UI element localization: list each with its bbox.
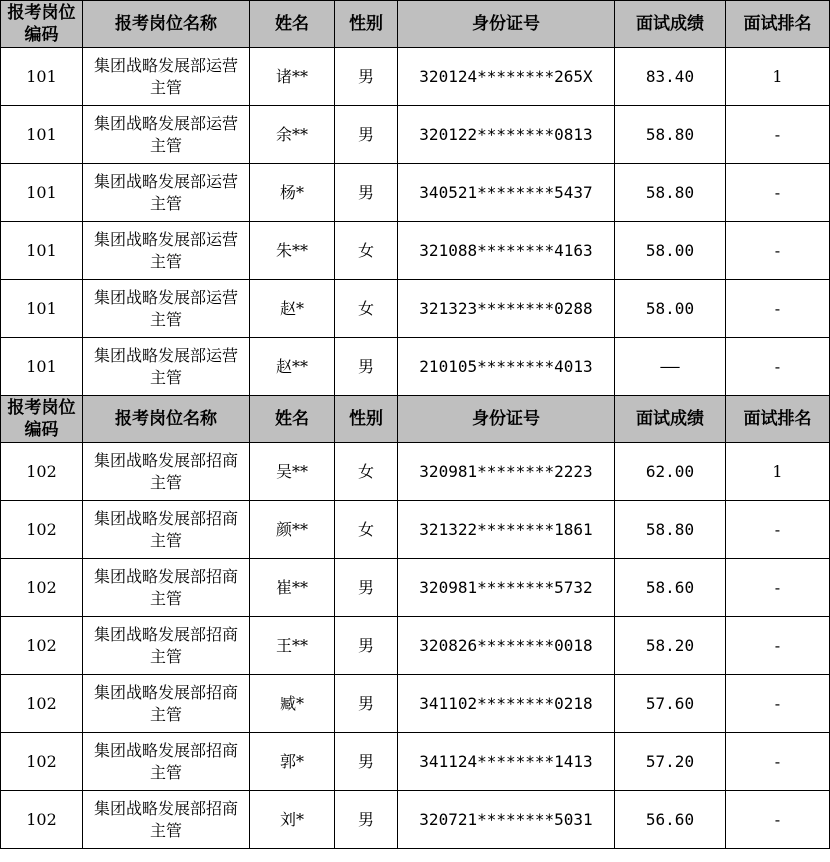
table-row bbox=[1, 791, 830, 849]
header-position-code: 报考岗位编码 bbox=[1, 396, 83, 443]
interview-rank-cell: 1 bbox=[726, 48, 830, 106]
interview-rank-cell: - bbox=[726, 617, 830, 675]
position-name-cell: 集团战略发展部招商主管 bbox=[83, 675, 250, 733]
table-header-row bbox=[1, 396, 830, 443]
interview-score-cell: 58.80 bbox=[615, 501, 726, 559]
gender-cell: 男 bbox=[335, 617, 398, 675]
position-code-cell: 101 bbox=[1, 222, 83, 280]
interview-score-cell: 58.80 bbox=[615, 164, 726, 222]
table-row bbox=[1, 733, 830, 791]
gender-cell: 男 bbox=[335, 48, 398, 106]
position-code-cell: 101 bbox=[1, 338, 83, 396]
interview-score-cell: 83.40 bbox=[615, 48, 726, 106]
id-number-cell: 321322********1861 bbox=[398, 501, 615, 559]
interview-rank-cell: - bbox=[726, 106, 830, 164]
header-interview-score: 面试成绩 bbox=[615, 396, 726, 443]
table-row bbox=[1, 280, 830, 338]
name-cell: 余** bbox=[250, 106, 335, 164]
position-code-cell: 101 bbox=[1, 164, 83, 222]
header-position-name: 报考岗位名称 bbox=[83, 1, 250, 48]
name-cell: 赵* bbox=[250, 280, 335, 338]
interview-rank-cell: - bbox=[726, 164, 830, 222]
interview-score-cell: 57.20 bbox=[615, 733, 726, 791]
name-cell: 赵** bbox=[250, 338, 335, 396]
position-name-cell: 集团战略发展部运营主管 bbox=[83, 280, 250, 338]
interview-rank-cell: - bbox=[726, 733, 830, 791]
id-number-cell: 320981********5732 bbox=[398, 559, 615, 617]
name-cell: 刘* bbox=[250, 791, 335, 849]
position-code-cell: 102 bbox=[1, 501, 83, 559]
header-id-number: 身份证号 bbox=[398, 1, 615, 48]
header-interview-rank: 面试排名 bbox=[726, 396, 830, 443]
name-cell: 颜** bbox=[250, 501, 335, 559]
header-interview-score: 面试成绩 bbox=[615, 1, 726, 48]
id-number-cell: 341124********1413 bbox=[398, 733, 615, 791]
interview-score-cell: —— bbox=[615, 338, 726, 396]
position-name-cell: 集团战略发展部运营主管 bbox=[83, 164, 250, 222]
header-id-number: 身份证号 bbox=[398, 396, 615, 443]
name-cell: 诸** bbox=[250, 48, 335, 106]
table-row bbox=[1, 675, 830, 733]
position-name-cell: 集团战略发展部招商主管 bbox=[83, 501, 250, 559]
id-number-cell: 341102********0218 bbox=[398, 675, 615, 733]
name-cell: 杨* bbox=[250, 164, 335, 222]
interview-score-cell: 57.60 bbox=[615, 675, 726, 733]
gender-cell: 女 bbox=[335, 443, 398, 501]
id-number-cell: 320721********5031 bbox=[398, 791, 615, 849]
interview-rank-cell: 1 bbox=[726, 443, 830, 501]
header-name: 姓名 bbox=[250, 1, 335, 48]
interview-rank-cell: - bbox=[726, 280, 830, 338]
interview-rank-cell: - bbox=[726, 675, 830, 733]
id-number-cell: 320122********0813 bbox=[398, 106, 615, 164]
header-position-name: 报考岗位名称 bbox=[83, 396, 250, 443]
position-name-cell: 集团战略发展部运营主管 bbox=[83, 222, 250, 280]
position-code-cell: 101 bbox=[1, 48, 83, 106]
gender-cell: 男 bbox=[335, 106, 398, 164]
table-row bbox=[1, 48, 830, 106]
table-row bbox=[1, 164, 830, 222]
id-number-cell: 321323********0288 bbox=[398, 280, 615, 338]
id-number-cell: 210105********4013 bbox=[398, 338, 615, 396]
id-number-cell: 321088********4163 bbox=[398, 222, 615, 280]
name-cell: 王** bbox=[250, 617, 335, 675]
header-name: 姓名 bbox=[250, 396, 335, 443]
header-position-code: 报考岗位编码 bbox=[1, 1, 83, 48]
position-name-cell: 集团战略发展部招商主管 bbox=[83, 617, 250, 675]
position-code-cell: 101 bbox=[1, 106, 83, 164]
gender-cell: 男 bbox=[335, 559, 398, 617]
interview-score-cell: 58.00 bbox=[615, 280, 726, 338]
gender-cell: 男 bbox=[335, 791, 398, 849]
name-cell: 郭* bbox=[250, 733, 335, 791]
interview-rank-cell: - bbox=[726, 559, 830, 617]
table-row bbox=[1, 222, 830, 280]
table-row bbox=[1, 617, 830, 675]
interview-score-cell: 58.80 bbox=[615, 106, 726, 164]
position-code-cell: 102 bbox=[1, 791, 83, 849]
table-row bbox=[1, 338, 830, 396]
id-number-cell: 320981********2223 bbox=[398, 443, 615, 501]
interview-score-cell: 62.00 bbox=[615, 443, 726, 501]
position-code-cell: 102 bbox=[1, 617, 83, 675]
id-number-cell: 320826********0018 bbox=[398, 617, 615, 675]
header-gender: 性别 bbox=[335, 396, 398, 443]
gender-cell: 男 bbox=[335, 164, 398, 222]
id-number-cell: 340521********5437 bbox=[398, 164, 615, 222]
gender-cell: 女 bbox=[335, 501, 398, 559]
table-row bbox=[1, 106, 830, 164]
position-code-cell: 102 bbox=[1, 733, 83, 791]
table-row bbox=[1, 501, 830, 559]
interview-rank-cell: - bbox=[726, 791, 830, 849]
gender-cell: 女 bbox=[335, 280, 398, 338]
position-name-cell: 集团战略发展部运营主管 bbox=[83, 106, 250, 164]
position-code-cell: 102 bbox=[1, 675, 83, 733]
position-name-cell: 集团战略发展部招商主管 bbox=[83, 559, 250, 617]
name-cell: 吴** bbox=[250, 443, 335, 501]
table-header-row bbox=[1, 1, 830, 48]
interview-rank-cell: - bbox=[726, 338, 830, 396]
interview-score-cell: 56.60 bbox=[615, 791, 726, 849]
position-name-cell: 集团战略发展部招商主管 bbox=[83, 733, 250, 791]
gender-cell: 女 bbox=[335, 222, 398, 280]
position-name-cell: 集团战略发展部招商主管 bbox=[83, 791, 250, 849]
id-number-cell: 320124********265X bbox=[398, 48, 615, 106]
table-row bbox=[1, 443, 830, 501]
position-code-cell: 102 bbox=[1, 559, 83, 617]
interview-score-cell: 58.00 bbox=[615, 222, 726, 280]
position-name-cell: 集团战略发展部招商主管 bbox=[83, 443, 250, 501]
interview-rank-cell: - bbox=[726, 501, 830, 559]
position-name-cell: 集团战略发展部运营主管 bbox=[83, 338, 250, 396]
header-gender: 性别 bbox=[335, 1, 398, 48]
interview-rank-cell: - bbox=[726, 222, 830, 280]
table-row bbox=[1, 559, 830, 617]
header-interview-rank: 面试排名 bbox=[726, 1, 830, 48]
gender-cell: 男 bbox=[335, 675, 398, 733]
name-cell: 崔** bbox=[250, 559, 335, 617]
name-cell: 臧* bbox=[250, 675, 335, 733]
position-name-cell: 集团战略发展部运营主管 bbox=[83, 48, 250, 106]
position-code-cell: 102 bbox=[1, 443, 83, 501]
table-body bbox=[1, 1, 830, 849]
gender-cell: 男 bbox=[335, 338, 398, 396]
gender-cell: 男 bbox=[335, 733, 398, 791]
interview-score-cell: 58.20 bbox=[615, 617, 726, 675]
interview-score-cell: 58.60 bbox=[615, 559, 726, 617]
position-code-cell: 101 bbox=[1, 280, 83, 338]
name-cell: 朱** bbox=[250, 222, 335, 280]
